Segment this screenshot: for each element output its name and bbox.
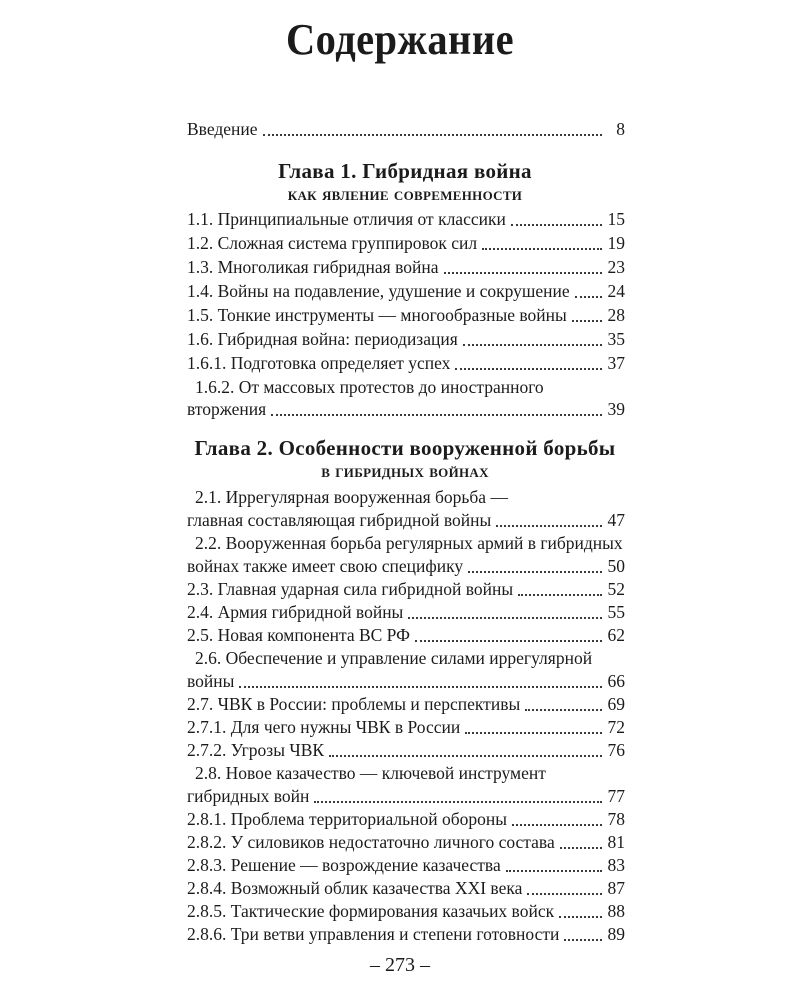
leader-dots (527, 892, 602, 895)
toc-page-number: 15 (607, 209, 625, 229)
toc-entry-title: 1.3. Многоликая гибридная война (187, 257, 439, 277)
toc-entry-title: 1.2. Сложная система группировок сил (187, 233, 478, 253)
chapter-2-subtitle: в гибридных войнах (321, 461, 489, 482)
leader-dots (482, 247, 602, 250)
toc-page-number: 66 (607, 671, 625, 691)
toc-entry-title: 2.3. Главная ударная сила гибридной войны (187, 579, 514, 599)
leader-dots (239, 685, 602, 688)
toc-entry-title: 2.8.3. Решение — возрождение казачества (187, 855, 501, 875)
leader-dots (575, 295, 602, 298)
toc-entry (187, 716, 625, 739)
toc-page-number: 39 (607, 399, 625, 419)
leader-dots (444, 271, 602, 274)
toc-page-number: 83 (607, 855, 625, 875)
toc-entry (187, 398, 625, 421)
leader-dots (559, 915, 602, 918)
leader-dots (271, 413, 602, 416)
toc-entry (187, 693, 625, 716)
chapter-2-title: Глава 2. Особенности вооруженной борьбы (194, 436, 616, 460)
toc-page-number: 35 (607, 329, 625, 349)
toc-entry-title: 1.6.2. От массовых протестов до иностранного (195, 377, 544, 397)
toc-entry (187, 328, 625, 351)
toc-entry (187, 831, 625, 854)
toc-entry-title: 2.8.2. У силовиков недостаточно личного состава (187, 832, 555, 852)
page-number-footer: – 273 – (370, 954, 430, 976)
toc-entry (187, 208, 625, 231)
toc-page-number: 78 (607, 809, 625, 829)
leader-dots (408, 616, 602, 619)
toc-page-number: 77 (607, 786, 625, 806)
toc-entry (187, 785, 625, 808)
toc-entry (187, 352, 625, 375)
toc-page-number: 72 (607, 717, 625, 737)
toc-entry-title: 2.6. Обеспечение и управление силами иррегулярной (195, 648, 593, 668)
toc-entry (187, 670, 625, 693)
toc-entry (187, 739, 625, 762)
toc-entry (187, 601, 625, 624)
leader-dots (525, 708, 602, 711)
leader-dots (465, 731, 602, 734)
toc-entry-title-continued: главная составляющая гибридной войны (187, 510, 492, 530)
toc-page-number: 88 (607, 901, 625, 921)
leader-dots (463, 343, 602, 346)
toc-entry (187, 808, 625, 831)
toc-entry (187, 555, 625, 578)
toc-entry (187, 578, 625, 601)
toc-entry (187, 280, 625, 303)
leader-dots (511, 223, 602, 226)
toc-entry-title-continued: вторжения (187, 399, 267, 419)
toc-page-number: 69 (607, 694, 625, 714)
toc-entry-title: 2.8.6. Три ветви управления и степени готовности (187, 924, 560, 944)
toc-entry-intro (187, 118, 625, 141)
toc-page-number: 87 (607, 878, 625, 898)
leader-dots (512, 823, 602, 826)
toc-entry-title: 1.6. Гибридная война: периодизация (187, 329, 458, 349)
toc-entry-title: 2.7. ЧВК в России: проблемы и перспективы (187, 694, 521, 714)
chapter-1-title: Глава 1. Гибридная война (278, 159, 532, 183)
toc-page-number: 8 (616, 119, 625, 139)
toc-entry-title: 2.7.1. Для чего нужны ЧВК в России (187, 717, 461, 737)
toc-entry-title: 2.8.5. Тактические формирования казачьих войск (187, 901, 555, 921)
toc-entry (187, 900, 625, 923)
toc-entry-title-continued: гибридных войн (187, 786, 310, 806)
leader-dots (263, 133, 602, 136)
toc-entry-title: 2.8.4. Возможный облик казачества XXI века (187, 878, 523, 898)
toc-page-number: 50 (607, 556, 625, 576)
toc-entry (187, 923, 625, 946)
page-title: Содержание (285, 15, 515, 64)
leader-dots (506, 869, 602, 872)
toc-entry-title-continued: войнах также имеет свою специфику (187, 556, 464, 576)
toc-page-number: 23 (607, 257, 625, 277)
toc-page-number: 62 (607, 625, 625, 645)
toc-page-number: 55 (607, 602, 625, 622)
leader-dots (314, 800, 602, 803)
leader-dots (329, 754, 602, 757)
toc-entry-title: 2.1. Иррегулярная вооруженная борьба — (195, 487, 508, 507)
toc-entry-title: 2.5. Новая компонента ВС РФ (187, 625, 410, 645)
leader-dots (415, 639, 602, 642)
leader-dots (496, 524, 602, 527)
toc-entry-title: 2.8.1. Проблема территориальной обороны (187, 809, 508, 829)
chapter-1-subtitle: как явление современности (287, 184, 523, 205)
toc-entry-title: 2.2. Вооруженная борьба регулярных армий в гибридных (195, 533, 623, 553)
toc-entry (187, 877, 625, 900)
leader-dots (560, 846, 602, 849)
toc-page-number: 19 (607, 233, 625, 253)
toc-entry-title: 2.7.2. Угрозы ЧВК (187, 740, 325, 760)
toc-entry-title: 1.5. Тонкие инструменты — многообразные войны (187, 305, 567, 325)
toc-entry (187, 854, 625, 877)
toc-page-number: 24 (607, 281, 625, 301)
toc-entry (187, 232, 625, 255)
toc-page-number: 47 (607, 510, 625, 530)
toc-entry-title: 1.1. Принципиальные отличия от классики (187, 209, 506, 229)
toc-entry (187, 624, 625, 647)
toc-page-number: 81 (607, 832, 625, 852)
toc-entry (187, 304, 625, 327)
toc-entry (187, 256, 625, 279)
toc-entry-title-continued: войны (187, 671, 235, 691)
toc-entry-title: 1.6.1. Подготовка определяет успех (187, 353, 451, 373)
toc-entry (187, 509, 625, 532)
toc-page-number: 76 (607, 740, 625, 760)
toc-page-number: 28 (607, 305, 625, 325)
toc-page-number: 52 (607, 579, 625, 599)
leader-dots (455, 367, 602, 370)
toc-page-number: 37 (607, 353, 625, 373)
toc-page-number: 89 (607, 924, 625, 944)
toc-entry-title: 1.4. Войны на подавление, удушение и сокрушение (187, 281, 570, 301)
chapter-2-heading (180, 437, 630, 483)
chapter-1-heading (180, 160, 630, 206)
toc-entry-title: 2.8. Новое казачество — ключевой инструмент (195, 763, 546, 783)
leader-dots (518, 593, 602, 596)
leader-dots (468, 570, 602, 573)
toc-entry-title: 2.4. Армия гибридной войны (187, 602, 404, 622)
toc-entry-title: Введение (187, 119, 258, 139)
leader-dots (572, 319, 602, 322)
leader-dots (564, 938, 602, 941)
